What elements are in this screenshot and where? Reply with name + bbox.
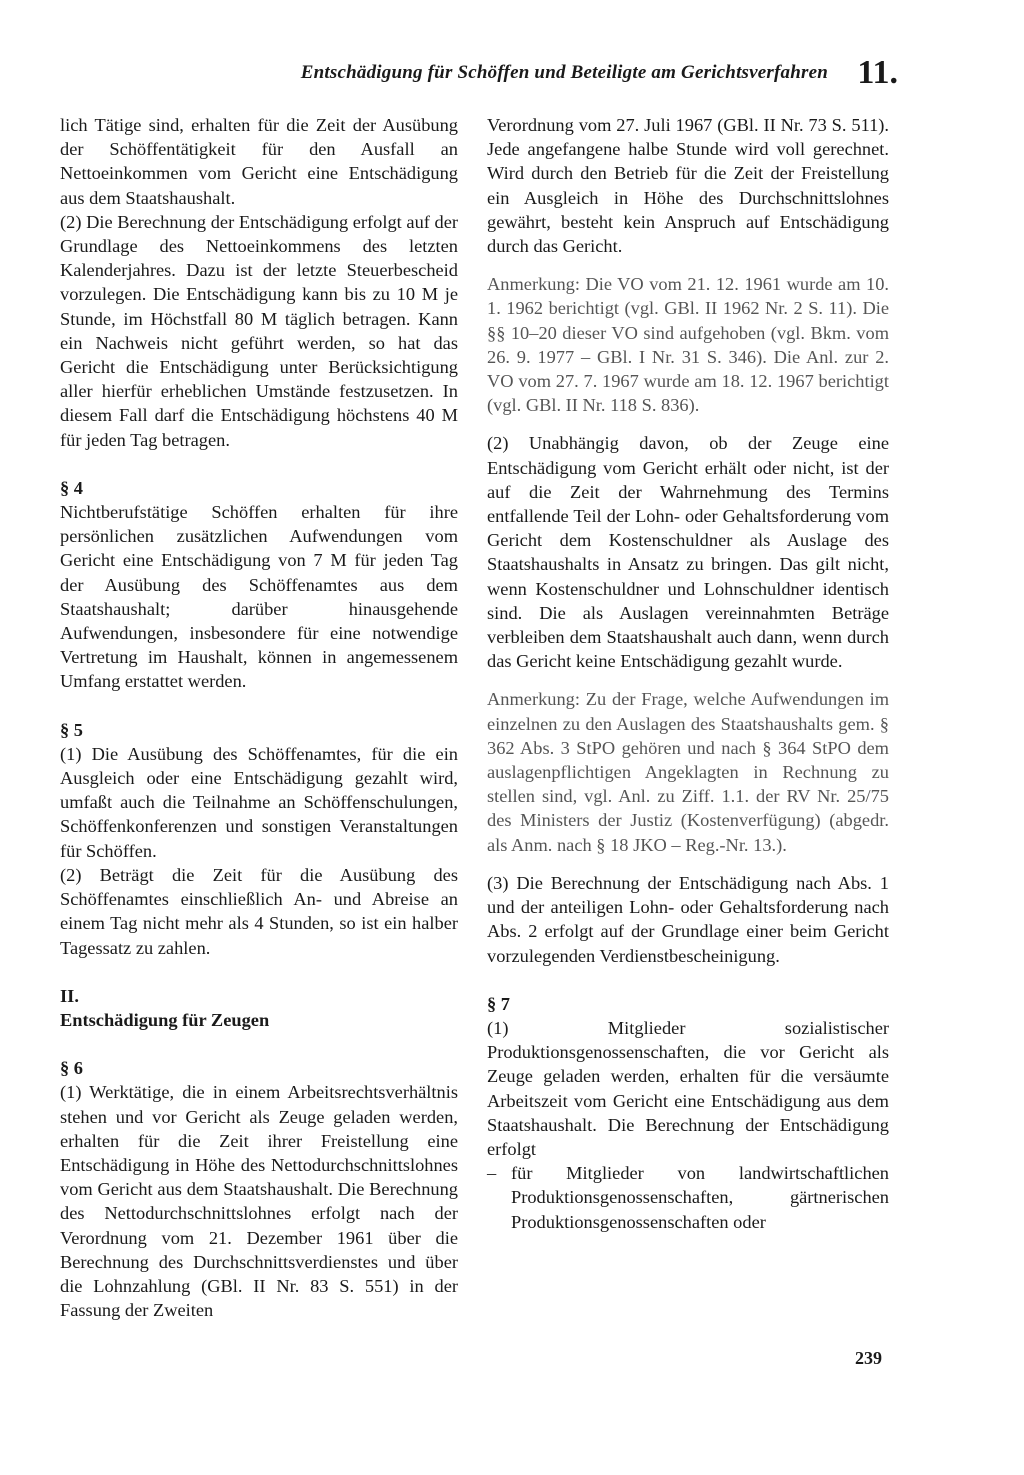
page-number: 239 — [855, 1348, 882, 1368]
dash-marker: – — [487, 1163, 497, 1184]
left-column — [60, 113, 458, 1322]
paragraph: Verordnung vom 27. Juli 1967 (GBl. II Nr. 73 S. 511). Jede angefangene halbe Stunde wird voll gerechnet. Wird durch den Betrieb für die Zeit der Freistellung ein Ausgleich in Höhe des Durchschnittslohnes gewährt, besteht kein Anspruch auf Entschädigung durch das Gericht. — [487, 115, 889, 257]
paragraph: Nichtberufstätige Schöffen erhalten für ihre persönlichen zusätzlichen Aufwendungen vom Gericht eine Entschädigung von 7 M für jeden Tag der Ausübung des Schöffenamtes aus dem Staatshaushalt; darüber hinausgehende Aufwendungen, insbesondere für eine notwendige Vertretung im Haushalt, können in angemessenem Umfang erstattet werden. — [60, 502, 458, 692]
section-heading: § 4 — [60, 477, 83, 498]
running-title: Entschädigung für Schöffen und Beteiligte am Gerichtsverfahren — [300, 62, 828, 83]
paragraph: (2) Unabhängig davon, ob der Zeuge eine Entschädigung vom Gericht erhält oder nicht, ist der auf die Zeit der Wahrnehmung des Termins entfallende Teil der Lohn- oder Gehaltsforderung vom Gericht dem Kostenschuldner als Auslage des Staatshaushalts in Ansatz zu bringen. Das gilt nicht, wenn Kostenschuldner und Lohnschuldner identisch sind. Die als Auslagen vereinnahmten Beträge verbleiben dem Staatshaushalt auch dann, wenn durch das Gericht keine Entschädigung gezahlt wurde. — [487, 433, 889, 672]
section-heading: § 6 — [60, 1058, 83, 1079]
paragraph: (1) Mitglieder sozialistischer Produktionsgenossenschaften, die vor Gericht als Zeuge geladen werden, erhalten für die versäumte Arbeitszeit vom Gericht eine Entschädigung aus dem Staatshaushalt. Die Berechnung der Entschädigung erfolgt — [487, 1017, 889, 1159]
page-header — [60, 54, 898, 100]
annotation-note: Anmerkung: Zu der Frage, welche Aufwendungen im einzelnen zu den Auslagen des Staatshaushalts gem. § 362 Abs. 3 StPO gehören und nach § 364 StPO dem auslagenpflichtigen Angeklagten in Rechnung zu stellen sind, vgl. Anl. zu Ziff. 1.1. der RV Nr. 25/75 des Ministers der Justiz (Kostenverfügung) (abgedr. als Anm. nach § 18 JKO – Reg.-Nr. 13.). — [487, 689, 889, 855]
section-heading: § 7 — [487, 993, 510, 1014]
paragraph: lich Tätige sind, erhalten für die Zeit der Ausübung der Schöffentätigkeit für den Ausfall an Nettoeinkommen vom Gericht eine Entschädigung aus dem Staatshaushalt. — [60, 115, 458, 208]
chapter-part-title: Entschädigung für Zeugen — [60, 1009, 270, 1030]
paragraph: (1) Die Ausübung des Schöffenamtes, für die ein Ausgleich oder eine Entschädigung gezahlt wird, umfaßt auch die Teilnahme an Schöffenschulungen, Schöffenkonferenzen und sonstigen Veranstaltungen für Schöffen. — [60, 743, 458, 861]
paragraph: (1) Werktätige, die in einem Arbeitsrechtsverhältnis stehen und vor Gericht als Zeuge geladen werden, erhalten für die Zeit ihrer Freistellung eine Entschädigung in Höhe des Nettodurchschnittslohnes vom Gericht aus dem Staatshaushalt. Die Berechnung des Nettodurchschnittslohnes erfolgt nach der Verordnung vom 21. Dezember 1961 über die Berechnung des Durchschnittsverdienstes und über die Lohnzahlung (GBl. II Nr. 83 S. 551) in der Fassung der Zweiten — [60, 1082, 458, 1321]
chapter-number: 11. — [857, 54, 898, 91]
paragraph: (2) Beträgt die Zeit für die Ausübung des Schöffenamtes einschließlich An- und Abreise an einem Tag nicht mehr als 4 Stunden, so ist ein halber Tagessatz zu zahlen. — [60, 864, 458, 958]
right-column — [487, 113, 889, 1234]
chapter-part-number: II. — [60, 985, 79, 1006]
dash-list-item — [487, 1161, 889, 1234]
paragraph: (3) Die Berechnung der Entschädigung nach Abs. 1 und der anteiligen Lohn- oder Gehaltsforderung nach Abs. 2 erfolgt auf der Grundlage einer beim Gericht vorzulegenden Verdienstbescheinigung. — [487, 872, 889, 966]
paragraph: (2) Die Berechnung der Entschädigung erfolgt auf der Grundlage des Nettoeinkommens des letzten Kalenderjahres. Dazu ist der letzte Steuerbescheid vorzulegen. Die Entschädigung kann bis zu 10 M je Stunde, im Höchstfall 80 M täglich betragen. Kann ein Nachweis nicht geführt werden, so hat das Gericht die Entschädigung unter Berücksichtigung aller hierfür erheblichen Umstände festzusetzen. In diesem Fall darf die Entschädigung höchstens 40 M für jeden Tag betragen. — [60, 211, 458, 450]
list-item-text: für Mitglieder von landwirtschaftlichen Produktionsgenossenschaften, gärtnerischen Produktionsgenossenschaften oder — [511, 1163, 889, 1232]
annotation-note: Anmerkung: Die VO vom 21. 12. 1961 wurde am 10. 1. 1962 berichtigt (vgl. GBl. II 1962 Nr. 2 S. 11). Die §§ 10–20 dieser VO sind aufgehoben (vgl. Bkm. vom 26. 9. 1977 – GBl. I Nr. 31 S. 346). Die Anl. zur 2. VO vom 27. 7. 1967 wurde am 18. 12. 1967 berichtigt (vgl. GBl. II Nr. 118 S. 836). — [487, 274, 889, 416]
section-heading: § 5 — [60, 719, 83, 740]
